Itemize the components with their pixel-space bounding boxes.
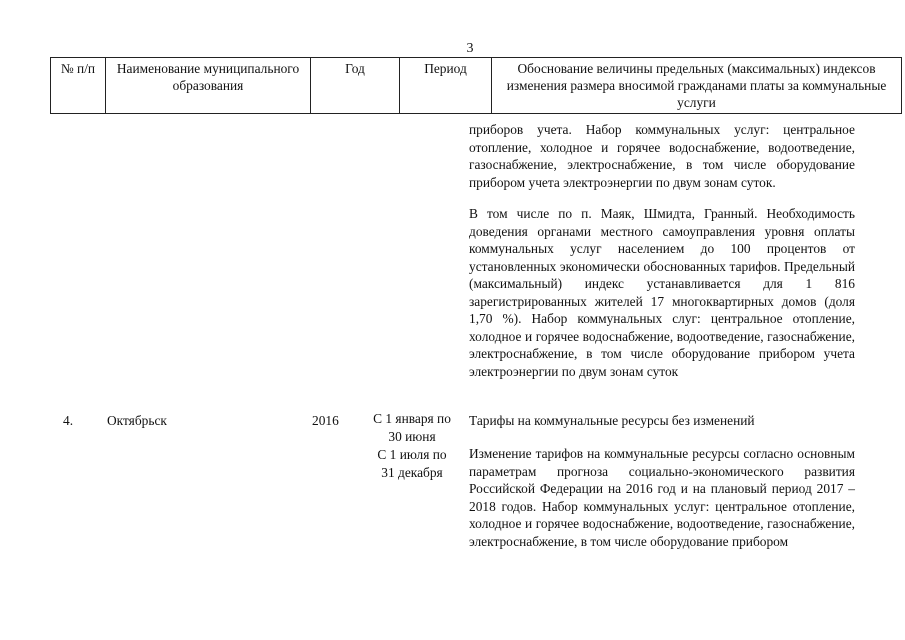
row-4-period-1: С 1 января по 30 июня bbox=[373, 411, 451, 444]
row-4-justification-2: Изменение тарифов на коммунальные ресурсы согласно основным параметрам прогноза социально-экономического развития Российской Федерации на 2016 год и на плановый период 2017 – 2018 годов. Набор коммунальных услуг: центральное отопление, холодное и горячее водоснабжение, водоотведение, газоснабжение, электроснабжение, в том числе оборудование прибором bbox=[469, 446, 855, 549]
row-4-number: 4. bbox=[63, 413, 74, 428]
page-number: 3 bbox=[466, 41, 474, 56]
header-col-justification: Обоснование величины предельных (максимальных) индексов изменения размера вносимой гражданами платы за коммунальные услуги bbox=[492, 58, 902, 114]
header-col-period: Период bbox=[400, 58, 492, 114]
row-4-year: 2016 bbox=[312, 413, 339, 428]
continued-paragraph-2: В том числе по п. Маяк, Шмидта, Гранный. Необходимость доведения органами местного самоуправления уровня оплаты коммунальных услуг населением до 100 процентов от установленных экономически обоснованных тарифов. Предельный (максимальный) индекс устанавливается для 1 816 зарегистрированных жителей 17 многоквартирных домов (доля 1,70 %). Набор коммунальных слуг: центральное отопление, холодное и горячее водоснабжение, водоотведение, газоснабжение, электроснабжение, в том числе оборудование прибором учета электроэнергии по двум зонам суток bbox=[469, 206, 855, 379]
row-4-municipality: Октябрьск bbox=[107, 413, 167, 428]
row-4-justification-1: Тарифы на коммунальные ресурсы без изменений bbox=[469, 413, 755, 428]
header-col-year: Год bbox=[311, 58, 400, 114]
row-4-period-2: С 1 июля по 31 декабря bbox=[377, 447, 447, 480]
continued-paragraph-1: приборов учета. Набор коммунальных услуг: центральное отопление, холодное и горячее водоснабжение, водоотведение, газоснабжение, электроснабжение, в том числе оборудование прибором учета электроэнергии по двум зонам суток. bbox=[469, 122, 855, 190]
header-col-municipality: Наименование муниципального образования bbox=[106, 58, 311, 114]
table-header bbox=[50, 57, 902, 114]
header-col-number: № п/п bbox=[51, 58, 106, 114]
